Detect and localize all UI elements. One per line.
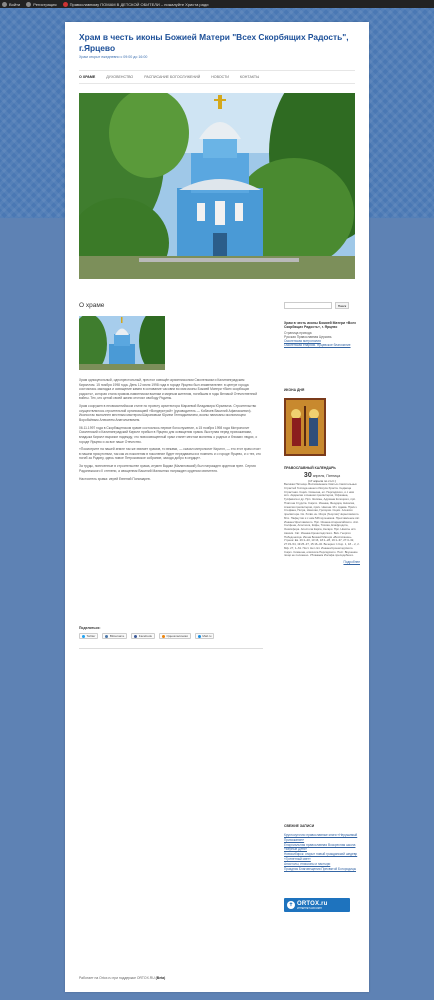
footer-text[interactable]: Работает на Ortox.ru при поддержке ORTOX.RU <box>79 976 155 980</box>
ortox-logo-icon: ✝ <box>288 902 294 908</box>
recent-post-link[interactable]: Епархиальная православная Воскресная школа «Верные Дети» <box>284 842 356 852</box>
calendar-more-link[interactable]: Подробнее <box>343 560 360 564</box>
facebook-icon <box>134 635 137 638</box>
church-thumbnail[interactable] <box>79 316 165 370</box>
calendar-widget <box>284 466 360 564</box>
ortox-banner[interactable] <box>284 898 360 912</box>
recent-posts-widget <box>284 824 360 871</box>
share-ok-button[interactable] <box>159 633 191 639</box>
about-line: Русская Православная Церковь <box>284 335 332 339</box>
admin-register-item[interactable] <box>26 2 56 7</box>
icon-of-day-image[interactable] <box>284 398 326 456</box>
admin-login-item[interactable] <box>2 2 20 7</box>
nav-item-contacts[interactable]: КОНТАКТЫ <box>239 75 260 79</box>
recent-post-link[interactable]: Новосибирск: открыт новый гражданский шедевр <box>284 852 358 857</box>
odnoklassniki-icon <box>162 635 165 638</box>
admin-register-label: Регистрация <box>33 1 57 7</box>
site-footer <box>79 976 165 980</box>
share-ok-label: Одноклассники <box>166 634 188 638</box>
page-title: О храме <box>79 302 105 309</box>
share-buttons <box>79 633 214 639</box>
admin-login-label: Войти <box>9 1 21 7</box>
share-facebook-label: Facebook <box>138 634 152 638</box>
recent-post-link[interactable]: Круглосуточно православные книги «Нерушимый Прихожанин» <box>284 833 358 842</box>
footer-brand: (Beta) <box>155 976 166 980</box>
article-body <box>79 378 261 484</box>
about-line: Страница прихода <box>284 331 312 335</box>
admin-donation-label: Православному ПОМАМ В ДЕТСКОЙ ОБИТЕЛИ – пожалуйте Христа ради <box>69 1 209 7</box>
page-container <box>65 22 369 992</box>
recent-posts-title: СВЕЖИЕ ЗАПИСИ <box>284 824 315 828</box>
site-description: Храм открыт ежедневно с 09:00 до 16:00 <box>79 55 148 59</box>
twitter-icon <box>82 635 85 638</box>
heart-icon <box>63 2 68 7</box>
article-paragraph: Настоятель храма: иерей Евгений Пономарев. <box>79 476 151 481</box>
calendar-old-style: (17 апреля по ст.ст.) <box>308 479 336 483</box>
article-paragraph: Храм сооружен в неовизантийском стиле по проекту архитектора Мараевой Владимира Юрьевича. Строительство осуществлялось строительной организацией «Вондерстрой» (руководитель — Кобачев Василий Афанасьевич). Иконостас выполнен местным мастером Шараповым Юрием Геннадьевичем, иконы написаны иконописцем Воробьёвым Алексеем Анатольевичем. <box>79 404 257 422</box>
nav-item-clergy[interactable]: ДУХОВЕНСТВО <box>106 75 134 79</box>
article-paragraph: 06.11.1997 года в Скорбященском храме состоялось первое богослужение, а 15 ноября 1998 года Митрополит Смоленский и Калининградский Кирилл прибыл в Ярцево для освящения храма. Выступая перед прихожанами, владыка Кирилл выразил надежду, что новоосвященный храм станет местом молитвы о родных и близких людях, о городе Ярцево и за все наше Отечество. <box>79 425 258 444</box>
icon-of-day-title: ИКОНА ДНЯ <box>284 388 305 392</box>
share-twitter-label: Twitter <box>86 634 96 638</box>
nav-item-schedule[interactable]: РАСПИСАНИЕ БОГОСЛУЖЕНИЙ <box>144 75 201 79</box>
site-title[interactable]: Храм в честь иконы Божией Матери "Всех Скорбящих Радость", г.Ярцево <box>79 32 349 53</box>
share-vk-button[interactable] <box>102 633 127 639</box>
recent-post-link[interactable]: Апостолы, епископы и пастыри <box>284 861 331 866</box>
wordpress-icon <box>2 2 7 7</box>
about-link[interactable]: Смоленская епархия. Ярцевское благочиние <box>284 343 351 347</box>
search-input[interactable] <box>284 302 332 309</box>
share-vk-label: ВКонтакте <box>109 634 125 638</box>
about-link[interactable]: Смоленская митрополия <box>284 339 321 343</box>
register-icon <box>26 2 31 7</box>
article-paragraph: «Посмотрите на нашей земле так же хватает храмов, то веками, — сказал митрополит Кирилл, — это этот храм стоит в нашем присутствии, так как из поколения в поколение будет передаваться и помнить и о городе Ярцево, и о тех, кто погиб за Родину, здесь новое Петроковское собрание, заходя добро в сердце». <box>79 447 261 461</box>
admin-bar <box>0 0 434 8</box>
share-mailru-button[interactable] <box>195 633 215 639</box>
admin-donation-item[interactable] <box>63 2 209 7</box>
share-twitter-button[interactable] <box>79 633 98 639</box>
calendar-date <box>284 472 360 479</box>
nav-item-news[interactable]: НОВОСТИ <box>211 75 229 79</box>
calendar-text: Великая Пятница. Воспоминание Святых спасительных Страстей Господа нашего Иисуса Христа. Седмица Страстная. Сщмч. Симеона, еп. Персидского, и с ним мчч. Авдиелая и Анании пресвитеров, Усфазана, Гусфазата и др. Прп. Зосимы, Адриана Колоцкого, прп. Платона Студита. Сщмчч. Иоанна, Феодора, Николая, Алексия пресвитеров, прмч. Никона. Мч. Адама. Прмчч. Стефана, Петра, Николая, Григория. Сщмч. Алексия пресвитера. Св. блгвв. кн. Игоря (Георгия) Черниговского. Мчч. Пафнутия и с ним 546 мучеников. Преставление свт. Иоанна Ярославского. Прп. Иоанна Атарнисийского. Апп. Сосфена, Аполлоса, Кифы, Тихика, Епафродита, Онисифора. Апостола Карпа, Кесаря. Прп. Никиты исп. Акахия. Свт. Иоанна Кронштадтского. Вмч. Георгия Победоносца. Икона Божией Матери «Воспитание». Утреня: Ев. 26:1–20, 13:16, 18:1–28, 19:1–37, 27:3–32, 27:33–54, 19:25–37, 15:16–32. Вечерня: 1 Кор. 1, 18 – 2, 2. Мф. 27, 1–61. Пост. Нет свт. Иоанна Кронштадтского. Сщмч. Симеона, епископа Персидского. Пост. Вкушение пищи не положено. Ублажаем Иосифа преподобного. <box>284 482 360 558</box>
search-form <box>284 302 360 309</box>
search-button[interactable]: Поиск <box>335 302 349 309</box>
main-navigation <box>79 70 355 84</box>
mailru-icon <box>198 635 201 638</box>
share-label: Поделиться: <box>79 626 101 630</box>
recent-post-link[interactable]: «Трепетный свет» <box>284 856 311 861</box>
icon-of-day-widget <box>284 388 360 456</box>
about-widget <box>284 321 360 347</box>
nav-item-about[interactable]: О ХРАМЕ <box>79 75 96 79</box>
article-paragraph: За труды, понесенные в строительстве храма, игумен Вадим (Малиновский) был награжден орденом преп. Сергия Радонежского II степени, а священник Василий Мальченко награжден орденом святителя. <box>79 464 256 473</box>
recent-post-link[interactable]: Праздник Благовещения Пресвятой Богородицы <box>284 866 357 871</box>
calendar-day: 30 <box>303 472 312 479</box>
header-image-church <box>79 93 355 279</box>
article-paragraph: Храм однокупольный, однопрестольный, престол освящён архиепископом Смоленским и Калининградским Кириллом. 15 ноября 1998 года. День 12 июля 1998 года в городе Ярцево был знаменателен: в центре города состоялась закладка и освящение камня в основание часовни во имя иконы Божией Матери «Всех скорбящих радость», которая стала храмом-памятником воинам и мирным жителям, погибшим в годы Великой Отечественной войны. Тех, кто ценой своей жизни отстоял свободу Родины. <box>79 378 258 401</box>
about-widget-title: Храм в честь иконы Божией Матери «Всех Скорбящих Радость», г. Ярцево <box>284 321 356 329</box>
ortox-subtitle: ИНТЕРНЕТ-МАГАЗИН <box>297 906 322 910</box>
share-mailru-label: Mail.ru <box>202 634 212 638</box>
calendar-month: апреля, Пятница <box>312 474 341 478</box>
calendar-title: ПРАВОСЛАВНЫЙ КАЛЕНДАРЬ <box>284 466 336 470</box>
divider <box>79 648 263 649</box>
share-facebook-button[interactable] <box>131 633 155 639</box>
vk-icon <box>105 635 108 638</box>
ortox-name: ORTOX.ru <box>297 900 328 907</box>
